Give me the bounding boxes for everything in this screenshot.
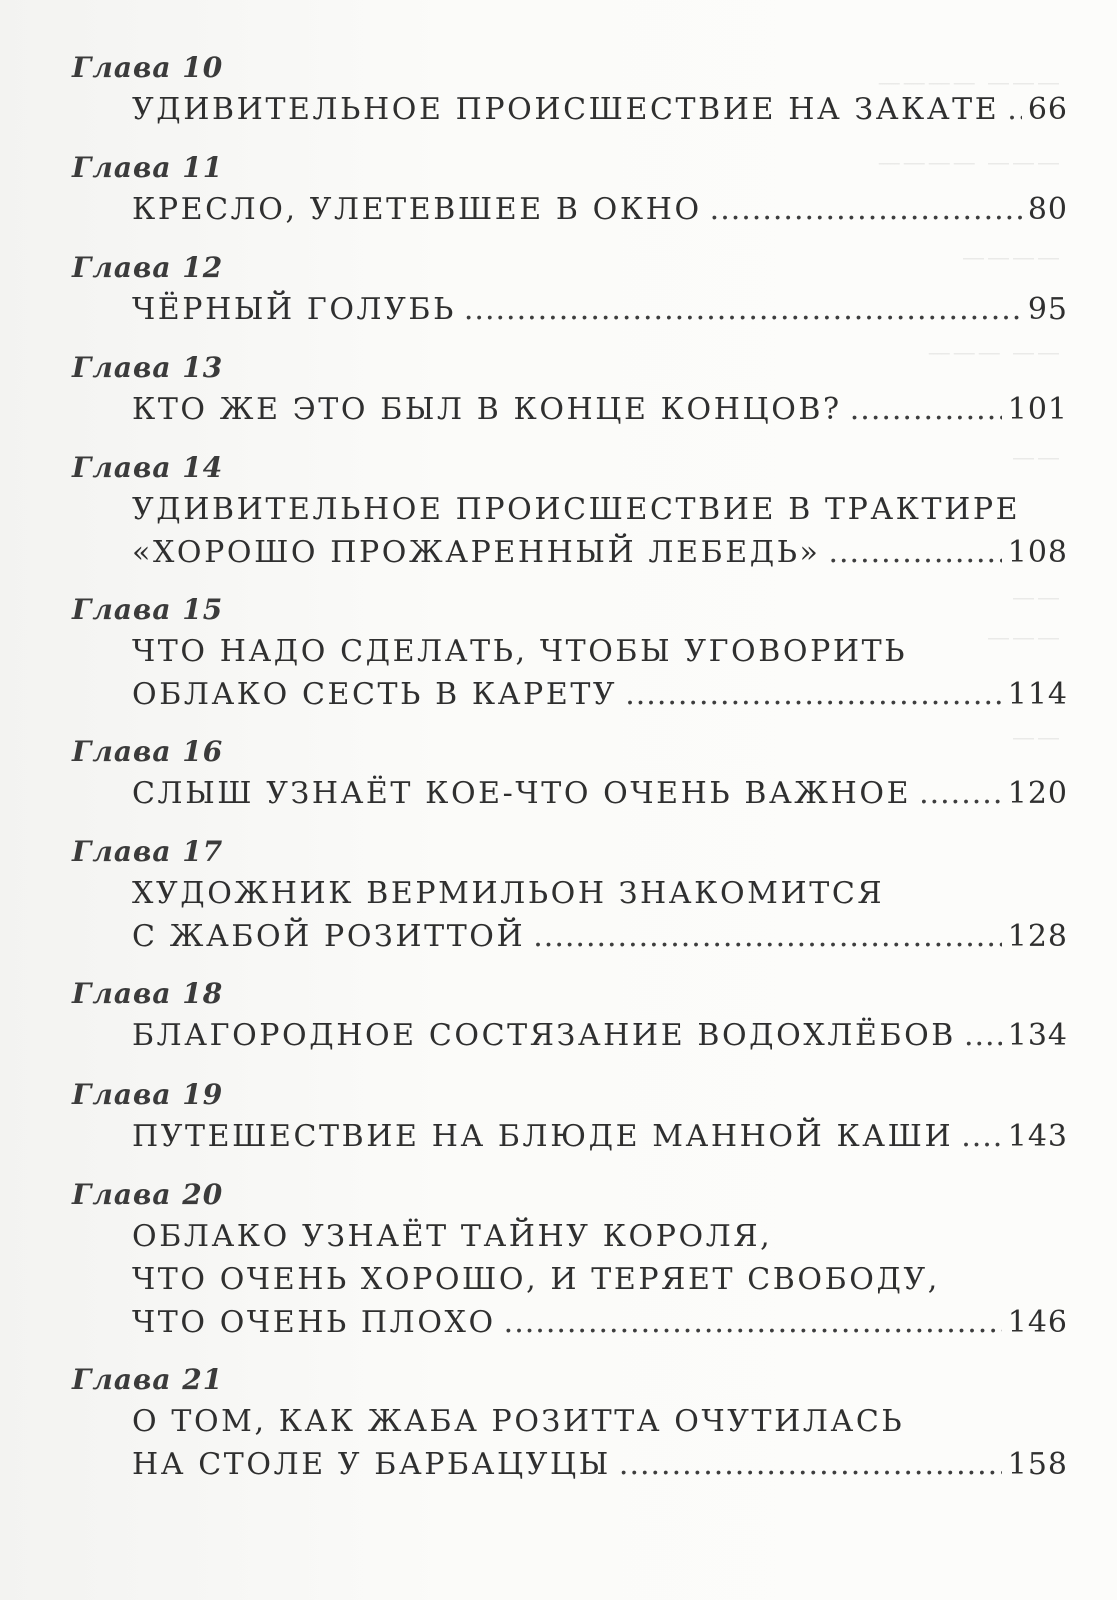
page-number: 80 — [1027, 192, 1068, 227]
dot-leader — [464, 288, 1022, 331]
chapter-title-text: НА СТОЛЕ У БАРБАЦУЦЫ — [132, 1447, 611, 1482]
toc-entry — [72, 248, 1068, 331]
chapter-title-last-line — [132, 531, 1068, 574]
chapter-title-last-line — [132, 288, 1068, 331]
chapter-title-last-line — [132, 673, 1068, 716]
chapter-label: Глава 11 — [72, 151, 224, 184]
bleed-through-text: ———— ——— — [877, 150, 1062, 176]
chapter-title-text: БЛАГОРОДНОЕ СОСТЯЗАНИЕ ВОДОХЛЁБОВ — [132, 1018, 956, 1053]
dot-leader — [533, 915, 1001, 958]
page-number: 146 — [1007, 1305, 1068, 1340]
dot-leader — [850, 388, 1002, 431]
chapter-title-last-line — [132, 915, 1068, 958]
chapter-title-line: ЧТО ОЧЕНЬ ХОРОШО, И ТЕРЯЕТ СВОБОДУ, — [132, 1262, 940, 1297]
chapter-title-line: ХУДОЖНИК ВЕРМИЛЬОН ЗНАКОМИТСЯ — [132, 876, 885, 911]
chapter-title-last-line — [132, 388, 1068, 431]
dot-leader — [1007, 88, 1022, 131]
dot-leader — [961, 1115, 1002, 1158]
bleed-through-text: —— — [1012, 725, 1062, 751]
page-number: 114 — [1007, 677, 1068, 712]
toc-entry — [72, 1175, 1068, 1344]
dot-leader — [710, 188, 1022, 231]
toc-entry — [72, 590, 1068, 716]
chapter-label: Глава 10 — [72, 51, 224, 84]
chapter-label: Глава 20 — [72, 1178, 224, 1211]
chapter-title-last-line — [132, 772, 1068, 815]
chapter-title-last-line — [132, 1115, 1068, 1158]
chapter-title-last-line — [132, 1301, 1068, 1344]
chapter-title-text: СЛЫШ УЗНАЁТ КОЕ-ЧТО ОЧЕНЬ ВАЖНОЕ — [132, 776, 912, 811]
chapter-title-text: ЧТО ОЧЕНЬ ПЛОХО — [132, 1305, 496, 1340]
page-number: 95 — [1027, 292, 1068, 327]
chapter-title-line: О ТОМ, КАК ЖАБА РОЗИТТА ОЧУТИЛАСЬ — [132, 1404, 905, 1439]
toc-entry — [72, 732, 1068, 815]
chapter-title-line: ЧТО НАДО СДЕЛАТЬ, ЧТОБЫ УГОВОРИТЬ — [132, 634, 908, 669]
page-number: 143 — [1007, 1119, 1068, 1154]
chapter-label: Глава 21 — [72, 1363, 224, 1396]
dot-leader — [828, 531, 1001, 574]
chapter-label: Глава 14 — [72, 451, 224, 484]
chapter-title-last-line — [132, 1443, 1068, 1486]
dot-leader — [619, 1443, 1002, 1486]
chapter-title-text: КТО ЖЕ ЭТО БЫЛ В КОНЦЕ КОНЦОВ? — [132, 392, 842, 427]
chapter-label: Глава 15 — [72, 593, 224, 626]
chapter-title-text: ОБЛАКО СЕСТЬ В КАРЕТУ — [132, 677, 618, 712]
chapter-title-text: «ХОРОШО ПРОЖАРЕННЫЙ ЛЕБЕДЬ» — [132, 535, 821, 570]
page-number: 134 — [1007, 1018, 1068, 1053]
bleed-through-text: —— — [1012, 585, 1062, 611]
chapter-title-last-line — [132, 1014, 1068, 1057]
toc-entry — [72, 1075, 1068, 1158]
page-number: 101 — [1007, 392, 1068, 427]
chapter-title-text: ПУТЕШЕСТВИЕ НА БЛЮДЕ МАННОЙ КАШИ — [132, 1119, 954, 1154]
toc-entry — [72, 348, 1068, 431]
dot-leader — [625, 673, 1002, 716]
page-number: 108 — [1007, 535, 1068, 570]
page-number: 158 — [1007, 1447, 1068, 1482]
toc-entry — [72, 148, 1068, 231]
chapter-title-line: ОБЛАКО УЗНАЁТ ТАЙНУ КОРОЛЯ, — [132, 1219, 773, 1254]
page-number: 66 — [1027, 92, 1068, 127]
chapter-label: Глава 16 — [72, 735, 224, 768]
bleed-through-text: ——— — [987, 625, 1062, 651]
chapter-label: Глава 13 — [72, 351, 224, 384]
toc-entry — [72, 448, 1068, 574]
dot-leader — [964, 1014, 1002, 1057]
chapter-title-last-line — [132, 88, 1068, 131]
bleed-through-text: ——— —— — [927, 340, 1062, 366]
toc-entry — [72, 1360, 1068, 1486]
toc-entry — [72, 48, 1068, 131]
bleed-through-text: —— — [1012, 445, 1062, 471]
bleed-through-text: ———— — [962, 245, 1062, 271]
page-number: 128 — [1007, 919, 1068, 954]
chapter-label: Глава 19 — [72, 1078, 224, 1111]
chapter-title-text: ЧЁРНЫЙ ГОЛУБЬ — [132, 292, 456, 327]
chapter-title-last-line — [132, 188, 1068, 231]
dot-leader — [919, 772, 1002, 815]
dot-leader — [504, 1301, 1002, 1344]
toc-entry — [72, 974, 1068, 1057]
chapter-title-text: УДИВИТЕЛЬНОЕ ПРОИСШЕСТВИЕ НА ЗАКАТЕ — [132, 92, 1000, 127]
chapter-label: Глава 17 — [72, 835, 224, 868]
bleed-through-text: ———— ——— — [877, 70, 1062, 96]
chapter-title-line: УДИВИТЕЛЬНОЕ ПРОИСШЕСТВИЕ В ТРАКТИРЕ — [132, 492, 1021, 527]
page-number: 120 — [1007, 776, 1068, 811]
chapter-label: Глава 18 — [72, 977, 224, 1010]
chapter-title-text: КРЕСЛО, УЛЕТЕВШЕЕ В ОКНО — [132, 192, 702, 227]
toc-entry — [72, 832, 1068, 958]
chapter-label: Глава 12 — [72, 251, 224, 284]
chapter-title-text: С ЖАБОЙ РОЗИТТОЙ — [132, 919, 526, 954]
